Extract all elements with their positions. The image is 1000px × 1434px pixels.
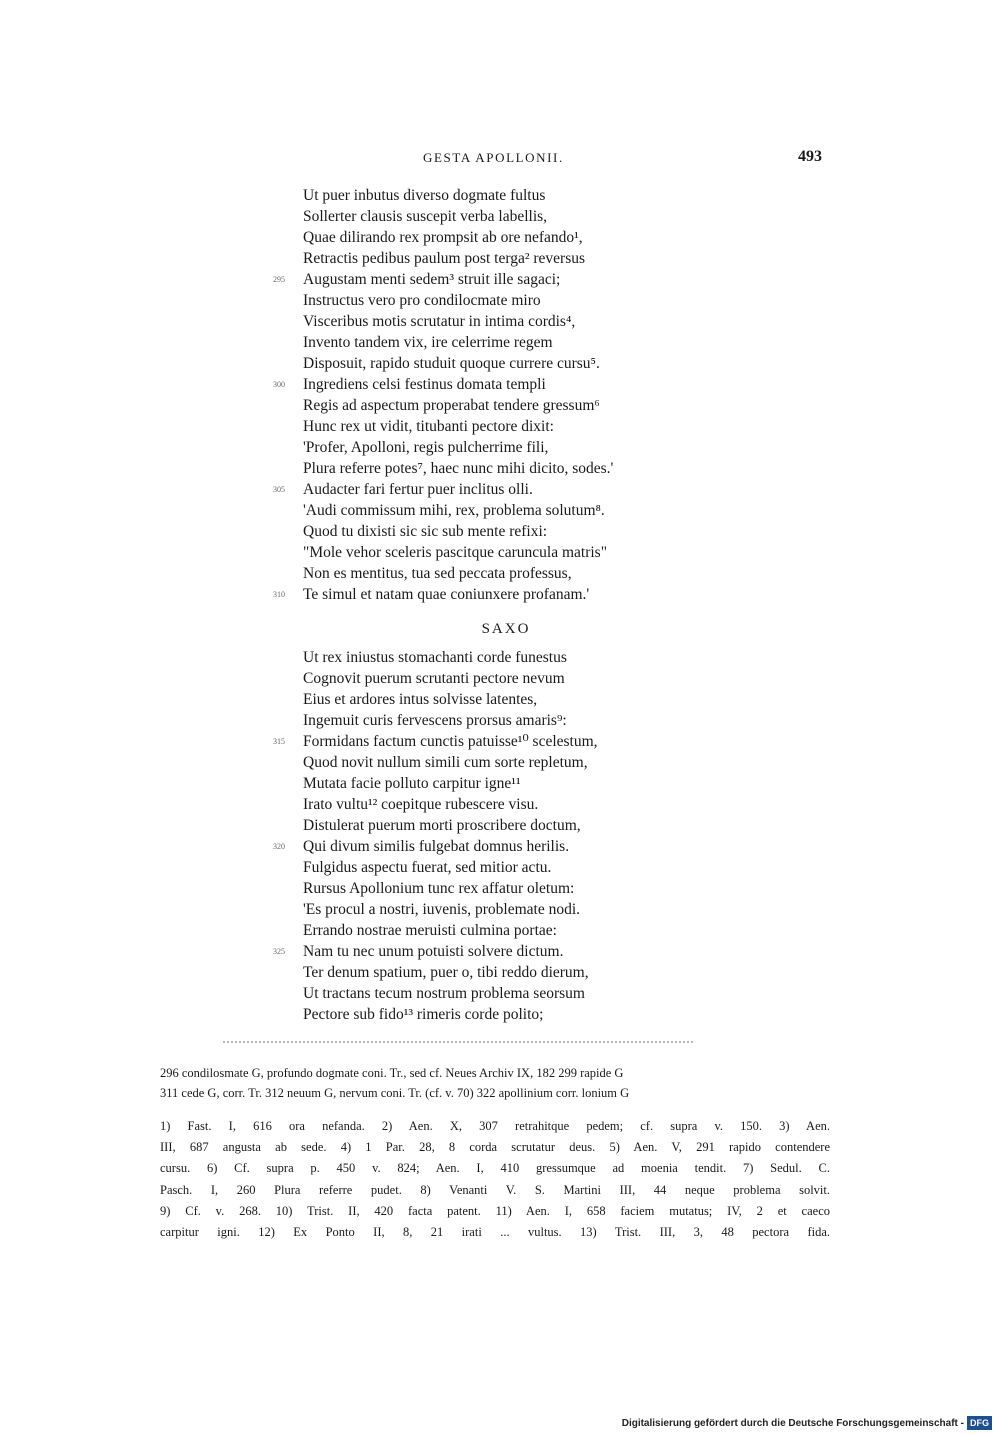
verse-text: Quod novit nullum simili cum sorte repletum, [303,754,588,771]
verse-line [0,500,1000,521]
line-number: 305 [273,485,285,494]
verse-line [0,1004,1000,1025]
verse-text: Ter denum spatium, puer o, tibi reddo dierum, [303,964,589,981]
verse-text: Retractis pedibus paulum post terga² reversus [303,250,586,267]
verse-text: Invento tandem vix, ire celerrime regem [303,334,553,351]
line-number: 320 [273,842,285,851]
verse-text: 'Audi commissum mihi, rex, problema solutum⁸. [303,502,605,519]
verse-text: 'Profer, Apolloni, regis pulcherrime fili, [303,439,549,456]
verse-text: Audacter fari fertur puer inclitus olli. [303,481,533,498]
verse-line [0,920,1000,941]
line-number: 315 [273,737,285,746]
verse-text: Pectore sub fido¹³ rimeris corde polito; [303,1006,544,1023]
verse-line [0,668,1000,689]
verse-text: Ut rex iniustus stomachanti corde funestus [303,649,567,666]
line-number: 325 [273,947,285,956]
verse-line [0,395,1000,416]
critical-apparatus [160,1063,830,1103]
footnote-line: 1) Fast. I, 616 ora nefanda. 2) Aen. X, 307 retrahitque pedem; cf. supra v. 150. 3) Aen. [160,1119,830,1133]
verse-line [0,836,1000,857]
verse-text: Augustam menti sedem³ struit ille sagaci; [303,271,561,288]
verse-line [0,416,1000,437]
verse-line [0,542,1000,563]
verse-line [0,353,1000,374]
verse-line [0,584,1000,605]
verse-line [0,689,1000,710]
section-divider [223,1041,693,1043]
verse-text: Fulgidus aspectu fuerat, sed mitior actu. [303,859,552,876]
verse-line [0,962,1000,983]
dfg-logo: DFG [967,1416,992,1430]
verse-line [0,899,1000,920]
apparatus-line: 296 condilosmate G, profundo dogmate coni. Tr., sed cf. Neues Archiv IX, 182 299 rapide G [160,1066,624,1080]
verse-line [0,731,1000,752]
poem-part-1 [0,185,1000,605]
verse-line [0,563,1000,584]
verse-line [0,521,1000,542]
footnote-line: cursu. 6) Cf. supra p. 450 v. 824; Aen. I, 410 gressumque ad moenia tendit. 7) Sedul. C. [160,1161,830,1176]
verse-text: Plura referre potes⁷, haec nunc mihi dicito, sodes.' [303,460,614,477]
verse-text: Errando nostrae meruisti culmina portae: [303,922,557,939]
verse-text: Te simul et natam quae coniunxere profanam.' [303,586,590,603]
verse-line [0,983,1000,1004]
verse-text: Mutata facie polluto carpitur igne¹¹ [303,775,521,792]
verse-text: Sollerter clausis suscepit verba labellis, [303,208,548,225]
verse-text: Distulerat puerum morti proscribere doctum, [303,817,581,834]
verse-line [0,248,1000,269]
line-number: 295 [273,275,285,284]
verse-line [0,647,1000,668]
poem-part-2 [0,647,1000,1025]
verse-text: Cognovit puerum scrutanti pectore nevum [303,670,565,687]
verse-line [0,773,1000,794]
verse-text: Qui divum similis fulgebat domnus herilis. [303,838,570,855]
running-title: GESTA APOLLONII. [423,150,564,165]
verse-line [0,227,1000,248]
verse-line [0,332,1000,353]
verse-text: Quod tu dixisti sic sic sub mente refixi: [303,523,548,540]
footnote-line: carpitur igni. 12) Ex Ponto II, 8, 21 irati ... vultus. 13) Trist. III, 3, 48 pectora fida. [160,1224,830,1239]
line-number: 310 [273,590,285,599]
footnote-line: III, 687 angusta ab sede. 4) 1 Par. 28, 8 corda scrutatur deus. 5) Aen. V, 291 rapido contendere [160,1140,830,1155]
verse-text: Ut puer inbutus diverso dogmate fultus [303,187,546,204]
verse-text: Formidans factum cunctis patuisse¹⁰ scelestum, [303,733,598,750]
verse-text: Ingrediens celsi festinus domata templi [303,376,546,393]
verse-text: Rursus Apollonium tunc rex affatur oletum: [303,880,575,897]
footer-credit: Digitalisierung gefördert durch die Deutsche Forschungsgemeinschaft - [621,1418,964,1429]
verse-text: Nam tu nec unum potuisti solvere dictum. [303,943,564,960]
verse-line [0,941,1000,962]
line-number: 300 [273,380,285,389]
verse-line [0,710,1000,731]
verse-line [0,458,1000,479]
page-header [0,150,1000,176]
verse-text: "Mole vehor sceleris pascitque caruncula matris" [303,544,608,561]
verse-text: Quae dilirando rex prompsit ab ore nefando¹, [303,229,583,246]
verse-text: Visceribus motis scrutatur in intima cordis⁴, [303,313,576,330]
verse-text: Eius et ardores intus solvisse latentes, [303,691,538,708]
verse-line [0,311,1000,332]
verse-line [0,269,1000,290]
page-number: 493 [798,148,822,165]
verse-line [0,374,1000,395]
verse-line [0,857,1000,878]
verse-line [0,878,1000,899]
verse-line [0,206,1000,227]
verse-line [0,185,1000,206]
verse-text: Regis ad aspectum properabat tendere gressum⁶ [303,397,600,414]
verse-text: Non es mentitus, tua sed peccata professus, [303,565,572,582]
verse-text: Hunc rex ut vidit, titubanti pectore dixit: [303,418,554,435]
verse-line [0,752,1000,773]
verse-text: 'Es procul a nostri, iuvenis, problemate nodi. [303,901,581,918]
verse-text: Ingemuit curis fervescens prorsus amaris⁹: [303,712,567,729]
verse-line [0,437,1000,458]
section-title: SAXO [481,621,531,637]
footnote-line: 9) Cf. v. 268. 10) Trist. II, 420 facta patent. 11) Aen. I, 658 faciem mutatus; IV, 2 et caeco [160,1203,830,1218]
apparatus-line: 311 cede G, corr. Tr. 312 neuum G, nervum coni. Tr. (cf. v. 70) 322 apollinium corr. lonium G [160,1086,630,1100]
footnotes [160,1116,830,1243]
verse-line [0,479,1000,500]
verse-text: Irato vultu¹² coepitque rubescere visu. [303,796,539,813]
verse-text: Disposuit, rapido studuit quoque currere cursu⁵. [303,355,600,372]
verse-text: Instructus vero pro condilocmate miro [303,292,541,309]
verse-line [0,815,1000,836]
verse-line [0,290,1000,311]
footnote-line: Pasch. I, 260 Plura referre pudet. 8) Venanti V. S. Martini III, 44 neque problema solvit. [160,1182,830,1197]
verse-text: Ut tractans tecum nostrum problema seorsum [303,985,585,1002]
verse-line [0,794,1000,815]
